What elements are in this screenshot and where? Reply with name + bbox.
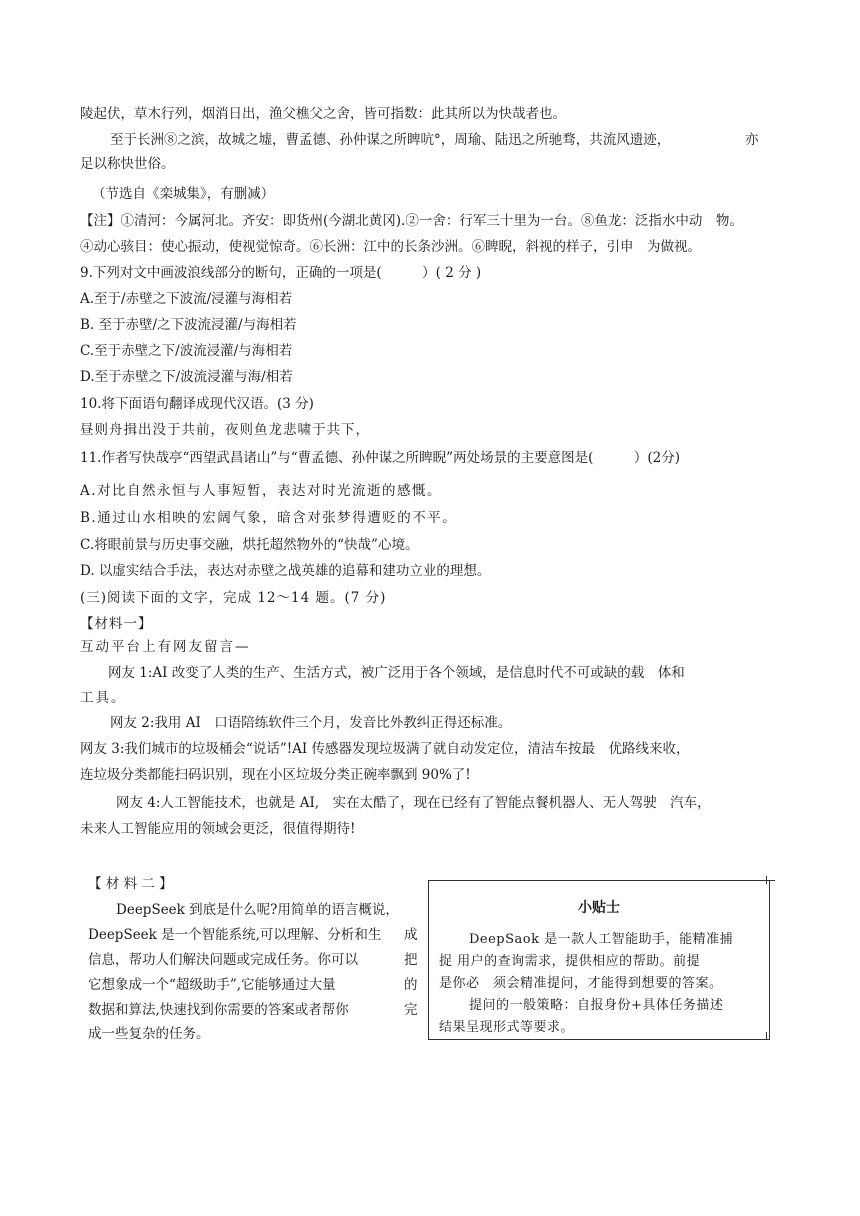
section-3-heading: (三)阅读下面的文字，完成 12～14 题。(7 分) [80, 590, 387, 606]
material-2-line-tail: 的 [404, 977, 418, 993]
tip-line: 结果呈现形式等要求。 [439, 1020, 575, 1035]
tip-line: 是你必 须会精准提问，才能得到想要的答案。 [439, 976, 723, 991]
material-2-line: 数据和算法,快速找到你需要的答案或者帮你 [88, 1002, 349, 1018]
question-10: 10.将下面语句翻译成现代汉语。(3 分) [80, 396, 314, 412]
material-1-intro: 互动平台上有网友留言— [80, 639, 251, 655]
tip-title: 小贴士 [578, 900, 620, 916]
tip-line: 捉 用户的查询需求，提供相应的帮助。前提 [439, 954, 701, 969]
material-2-line: 成一些复杂的任务。 [88, 1026, 210, 1042]
material-2-line: 它想象成一个“超级助手”,它能够通过大量 [88, 977, 336, 993]
passage-note: ④动心骇目：使心振动，使视觉惊奇。⑥长洲：江中的长条沙洲。⑥睥睨，斜视的样子，引申 为做视。 [80, 239, 701, 255]
tip-line: DeepSaok 是一款人工智能助手，能精准捕 [469, 932, 734, 947]
option-9b: B. 至于赤壁/之下波流浸灌/与海相若 [80, 317, 297, 333]
option-9d: D.至于赤壁之下/波流浸灌与海/相若 [80, 369, 293, 385]
passage-line: 陵起伏，草木行列，烟消日出，渔父樵父之舍，皆可指数：此其所以为快哉者也。 [80, 106, 566, 122]
netizen-3-line: 连垃圾分类都能扫码识别，现在小区垃圾分类正碗率飘到 90%了! [80, 767, 471, 783]
passage-line: 足以称快世俗。 [80, 156, 175, 172]
material-2-line: DeepSeek 是一个智能系统,可以理解、分析和生 [88, 927, 382, 943]
passage-source: （节选自《栾城集》，有删减） [92, 186, 275, 202]
material-2-title: 【 材 料 二 】 [88, 876, 173, 892]
netizen-1-line: 工具。 [80, 690, 127, 706]
passage-line-tail: 亦 [745, 132, 759, 148]
netizen-3-line: 网友 3:我们城市的垃圾桶会“说话”!AI 传感器发现垃圾满了就自动发定位，清洁车按最 优路线来收， [80, 741, 690, 757]
material-1-title: 【材料一】 [80, 616, 153, 632]
question-11: 11.作者写快哉亭“西望武昌诸山”与“曹孟德、孙仲谋之所睥睨”两处场景的主要意图是( ）(2分) [80, 450, 680, 466]
netizen-4-line: 未来人工智能应用的领域会更泛，很值得期待! [80, 821, 356, 837]
option-9c: C.至于赤壁之下/波流浸灌/与海相若 [80, 343, 293, 359]
material-2-line-tail: 完 [404, 1002, 418, 1018]
tip-box [428, 880, 770, 1040]
passage-note: 【注】①清河：今属河北。齐安：即货州(今湖北黄冈).②一舍：行军三十里为一台。⑧鱼龙：泛指水中动 物。 [80, 213, 743, 229]
material-2-line-tail: 把 [404, 952, 418, 968]
question-9: 9.下列对文中画波浪线部分的断句，正确的一项是( ）( 2 分 ) [80, 265, 482, 281]
option-11b: B.通过山水相映的宏阔气象，暗含对张梦得遭贬的不平。 [80, 510, 458, 526]
material-2-line: DeepSeek 到底是什么呢?用简单的语言概说， [116, 902, 399, 918]
tip-line: 提问的一般策略：自报身份+具体任务描述 [469, 998, 724, 1013]
option-11a: A.对比自然永恒与人事短暂，表达对时光流逝的感慨。 [80, 483, 443, 499]
material-2-line: 信息，帮功人们解決问题或完成任务。你可以 [88, 952, 358, 968]
question-10-text: 昼则舟揖出没于共前，夜则鱼龙悲啸于共下， [80, 422, 370, 438]
netizen-2-line: 网友 2:我用 AI 口语陪练软件三个月，发音比外教纠正得还标准。 [110, 715, 512, 731]
option-11c: C.将眼前景与历史事交融，烘托超然物外的“快哉”心境。 [80, 537, 419, 553]
passage-line: 至于长洲⑧之滨，故城之墟，曹孟德、孙仲谋之所睥吭°，周瑜、陆迅之所驰骛，共流风遗迹， [110, 132, 671, 148]
option-11d: D. 以虚实结合手法，表达对赤壁之战英雄的追幕和建功立业的理想。 [80, 563, 491, 579]
option-9a: A.至于/赤壁之下波流/浸灌与海相若 [80, 291, 293, 307]
material-2-line-tail: 成 [404, 927, 418, 943]
netizen-4-line: 网友 4:人工智能技术，也就是 AI, 实在太酷了，现在已经有了智能点餐机器人、无人驾驶 汽车， [116, 795, 711, 811]
netizen-1-line: 网友 1:AI 改变了人类的生产、生活方式，被广泛用于各个领域，是信息时代不可或缺的载 体和 [108, 665, 685, 681]
